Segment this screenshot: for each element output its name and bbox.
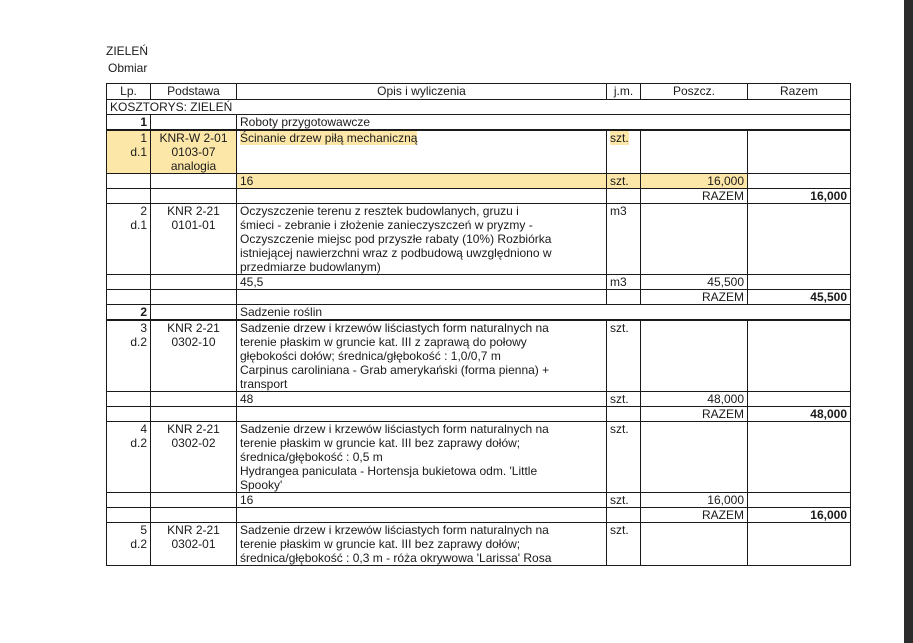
item-jm bbox=[607, 130, 641, 174]
podstawa-line: 0302-01 bbox=[171, 537, 216, 551]
razem-empty-opis bbox=[237, 508, 607, 523]
calc-empty-razem bbox=[748, 275, 851, 290]
item-jm: szt. bbox=[607, 320, 641, 392]
calc-poszcz: 48,000 bbox=[641, 392, 748, 407]
calc-row bbox=[107, 493, 851, 508]
razem-empty-podstawa bbox=[151, 189, 237, 204]
item-jm: szt. bbox=[607, 422, 641, 493]
item-row bbox=[107, 422, 851, 493]
item-razem-empty bbox=[748, 130, 851, 174]
item-lp bbox=[107, 130, 151, 174]
item-razem-empty bbox=[748, 204, 851, 275]
document-header bbox=[106, 43, 148, 77]
calc-row bbox=[107, 174, 851, 189]
opis-line: śmieci - zebranie i złożenie zanieczyszczeń w pryzmy - bbox=[240, 218, 533, 232]
col-header-podstawa: Podstawa bbox=[151, 84, 237, 100]
item-jm: m3 bbox=[607, 204, 641, 275]
razem-empty-jm bbox=[607, 189, 641, 204]
opis-line: transport bbox=[240, 377, 288, 391]
calc-expression: 48 bbox=[237, 392, 607, 407]
razem-label: RAZEM bbox=[641, 407, 748, 422]
calc-jm: szt. bbox=[607, 392, 641, 407]
item-opis bbox=[237, 320, 607, 392]
item-row bbox=[107, 320, 851, 392]
document-subtitle: Obmiar bbox=[108, 61, 148, 75]
podstawa-line: KNR 2-21 bbox=[167, 321, 220, 335]
razem-value: 45,500 bbox=[748, 290, 851, 305]
item-lp bbox=[107, 523, 151, 566]
item-poszcz-empty bbox=[641, 320, 748, 392]
bill-of-quantities-table bbox=[106, 83, 851, 566]
razem-empty-lp bbox=[107, 290, 151, 305]
calc-expression: 16 bbox=[237, 174, 607, 189]
chapter-row bbox=[107, 115, 851, 131]
table-header-row bbox=[107, 84, 851, 100]
item-opis bbox=[237, 204, 607, 275]
item-poszcz-empty bbox=[641, 130, 748, 174]
col-header-opis: Opis i wyliczenia bbox=[237, 84, 607, 100]
calc-empty-lp bbox=[107, 275, 151, 290]
kosztorys-row bbox=[107, 100, 851, 115]
opis-line: Sadzenie drzew i krzewów liściastych form naturalnych na bbox=[240, 321, 549, 335]
calc-poszcz: 16,000 bbox=[641, 174, 748, 189]
item-row bbox=[107, 523, 851, 566]
calc-empty-razem bbox=[748, 493, 851, 508]
calc-jm: szt. bbox=[607, 493, 641, 508]
item-podstawa bbox=[151, 422, 237, 493]
calc-empty-podstawa bbox=[151, 493, 237, 508]
calc-empty-podstawa bbox=[151, 275, 237, 290]
razem-label: RAZEM bbox=[641, 508, 748, 523]
opis-line: istniejącej nawierzchni wraz z podbudową uwzględniono w bbox=[240, 246, 552, 260]
item-lp-sub: d.2 bbox=[130, 335, 147, 349]
item-opis bbox=[237, 422, 607, 493]
razem-empty-lp bbox=[107, 189, 151, 204]
opis-line: Carpinus caroliniana - Grab amerykański (forma pienna) + bbox=[240, 363, 550, 377]
opis-line: Spooky' bbox=[240, 478, 283, 492]
item-lp bbox=[107, 422, 151, 493]
opis-line: Oczyszczenie terenu z resztek budowlanych, gruzu i bbox=[240, 204, 519, 218]
razem-label: RAZEM bbox=[641, 189, 748, 204]
calc-empty-lp bbox=[107, 493, 151, 508]
item-poszcz-empty bbox=[641, 523, 748, 566]
razem-row bbox=[107, 508, 851, 523]
item-lp bbox=[107, 320, 151, 392]
item-razem-empty bbox=[748, 320, 851, 392]
razem-empty-podstawa bbox=[151, 407, 237, 422]
opis-line: Sadzenie drzew i krzewów liściastych form naturalnych na bbox=[240, 523, 549, 537]
item-lp-sub: d.1 bbox=[130, 145, 147, 159]
opis-line: Hydrangea paniculata - Hortensja bukietowa odm. 'Little bbox=[240, 464, 538, 478]
item-opis bbox=[237, 523, 607, 566]
calc-empty-lp bbox=[107, 392, 151, 407]
razem-row bbox=[107, 189, 851, 204]
item-lp bbox=[107, 204, 151, 275]
jm-value: szt. bbox=[610, 131, 629, 145]
opis-line: Sadzenie drzew i krzewów liściastych form naturalnych na bbox=[240, 422, 549, 436]
opis-line: przedmiarze budowlanym) bbox=[240, 260, 381, 274]
calc-jm: szt. bbox=[607, 174, 641, 189]
calc-poszcz: 16,000 bbox=[641, 493, 748, 508]
opis-line: głębokości dołów; średnica/głębokość : 1,0/0,7 m bbox=[240, 349, 501, 363]
calc-empty-podstawa bbox=[151, 174, 237, 189]
document-title: ZIELEŃ bbox=[106, 44, 149, 58]
podstawa-line: KNR 2-21 bbox=[167, 523, 220, 537]
razem-empty-jm bbox=[607, 407, 641, 422]
podstawa-line: 0302-02 bbox=[171, 436, 216, 450]
opis-line: średnica/głębokość : 0,3 m - róża okrywowa 'Larissa' Rosa bbox=[240, 551, 552, 565]
calc-empty-razem bbox=[748, 174, 851, 189]
razem-empty-jm bbox=[607, 290, 641, 305]
item-lp-sub: d.1 bbox=[130, 218, 147, 232]
razem-empty-podstawa bbox=[151, 290, 237, 305]
calc-expression: 45,5 bbox=[237, 275, 607, 290]
item-opis bbox=[237, 130, 607, 174]
item-poszcz-empty bbox=[641, 422, 748, 493]
opis-line: terenie płaskim w gruncie kat. III bez zaprawy dołów; bbox=[240, 436, 521, 450]
calc-row bbox=[107, 392, 851, 407]
scrollbar[interactable] bbox=[904, 0, 913, 643]
razem-empty-lp bbox=[107, 508, 151, 523]
chapter-title: Sadzenie roślin bbox=[237, 305, 851, 321]
kosztorys-title: KOSZTORYS: ZIELEŃ bbox=[107, 100, 851, 115]
item-podstawa bbox=[151, 130, 237, 174]
calc-poszcz: 45,500 bbox=[641, 275, 748, 290]
razem-empty-opis bbox=[237, 290, 607, 305]
chapter-title: Roboty przygotowawcze bbox=[237, 115, 851, 131]
item-row bbox=[107, 130, 851, 174]
calc-expression: 16 bbox=[237, 493, 607, 508]
opis-line: Oczyszczenie miejsc pod przyszłe rabaty (10%) Rozbiórka bbox=[240, 232, 552, 246]
opis-line: Ścinanie drzew piłą mechaniczną bbox=[240, 131, 418, 145]
item-poszcz-empty bbox=[641, 204, 748, 275]
calc-empty-razem bbox=[748, 392, 851, 407]
item-podstawa bbox=[151, 523, 237, 566]
item-jm: szt. bbox=[607, 523, 641, 566]
calc-row bbox=[107, 275, 851, 290]
item-razem-empty bbox=[748, 523, 851, 566]
item-lp-number: 2 bbox=[140, 204, 147, 218]
razem-row bbox=[107, 290, 851, 305]
razem-empty-jm bbox=[607, 508, 641, 523]
razem-value: 16,000 bbox=[748, 508, 851, 523]
razem-empty-podstawa bbox=[151, 508, 237, 523]
col-header-poszcz: Poszcz. bbox=[641, 84, 748, 100]
razem-row bbox=[107, 407, 851, 422]
podstawa-line: 0103-07 bbox=[171, 145, 216, 159]
podstawa-line: 0302-10 bbox=[171, 335, 216, 349]
opis-line: średnica/głębokość : 0,5 m bbox=[240, 450, 383, 464]
item-lp-sub: d.2 bbox=[130, 436, 147, 450]
calc-jm: m3 bbox=[607, 275, 641, 290]
item-lp-number: 5 bbox=[140, 523, 147, 537]
podstawa-line: KNR 2-21 bbox=[167, 422, 220, 436]
item-podstawa bbox=[151, 204, 237, 275]
col-header-lp: Lp. bbox=[107, 84, 151, 100]
chapter-row bbox=[107, 305, 851, 321]
razem-empty-opis bbox=[237, 407, 607, 422]
item-razem-empty bbox=[748, 422, 851, 493]
calc-empty-podstawa bbox=[151, 392, 237, 407]
col-header-jm: j.m. bbox=[607, 84, 641, 100]
chapter-empty-cell bbox=[151, 115, 237, 131]
item-lp-number: 1 bbox=[140, 131, 147, 145]
calc-empty-lp bbox=[107, 174, 151, 189]
razem-label: RAZEM bbox=[641, 290, 748, 305]
chapter-number: 1 bbox=[107, 115, 151, 131]
podstawa-line: analogia bbox=[170, 159, 217, 173]
item-podstawa bbox=[151, 320, 237, 392]
item-lp-number: 3 bbox=[140, 321, 147, 335]
opis-line: terenie płaskim w gruncie kat. III bez zaprawy dołów; bbox=[240, 537, 521, 551]
razem-empty-lp bbox=[107, 407, 151, 422]
razem-value: 16,000 bbox=[748, 189, 851, 204]
chapter-number: 2 bbox=[107, 305, 151, 321]
podstawa-line: KNR-W 2-01 bbox=[159, 131, 228, 145]
item-lp-number: 4 bbox=[140, 422, 147, 436]
razem-empty-opis bbox=[237, 189, 607, 204]
podstawa-line: KNR 2-21 bbox=[167, 204, 220, 218]
razem-value: 48,000 bbox=[748, 407, 851, 422]
item-lp-sub: d.2 bbox=[130, 537, 147, 551]
col-header-razem: Razem bbox=[748, 84, 851, 100]
podstawa-line: 0101-01 bbox=[171, 218, 216, 232]
chapter-empty-cell bbox=[151, 305, 237, 321]
opis-line: terenie płaskim w gruncie kat. III z zaprawą do połowy bbox=[240, 335, 527, 349]
item-row bbox=[107, 204, 851, 275]
